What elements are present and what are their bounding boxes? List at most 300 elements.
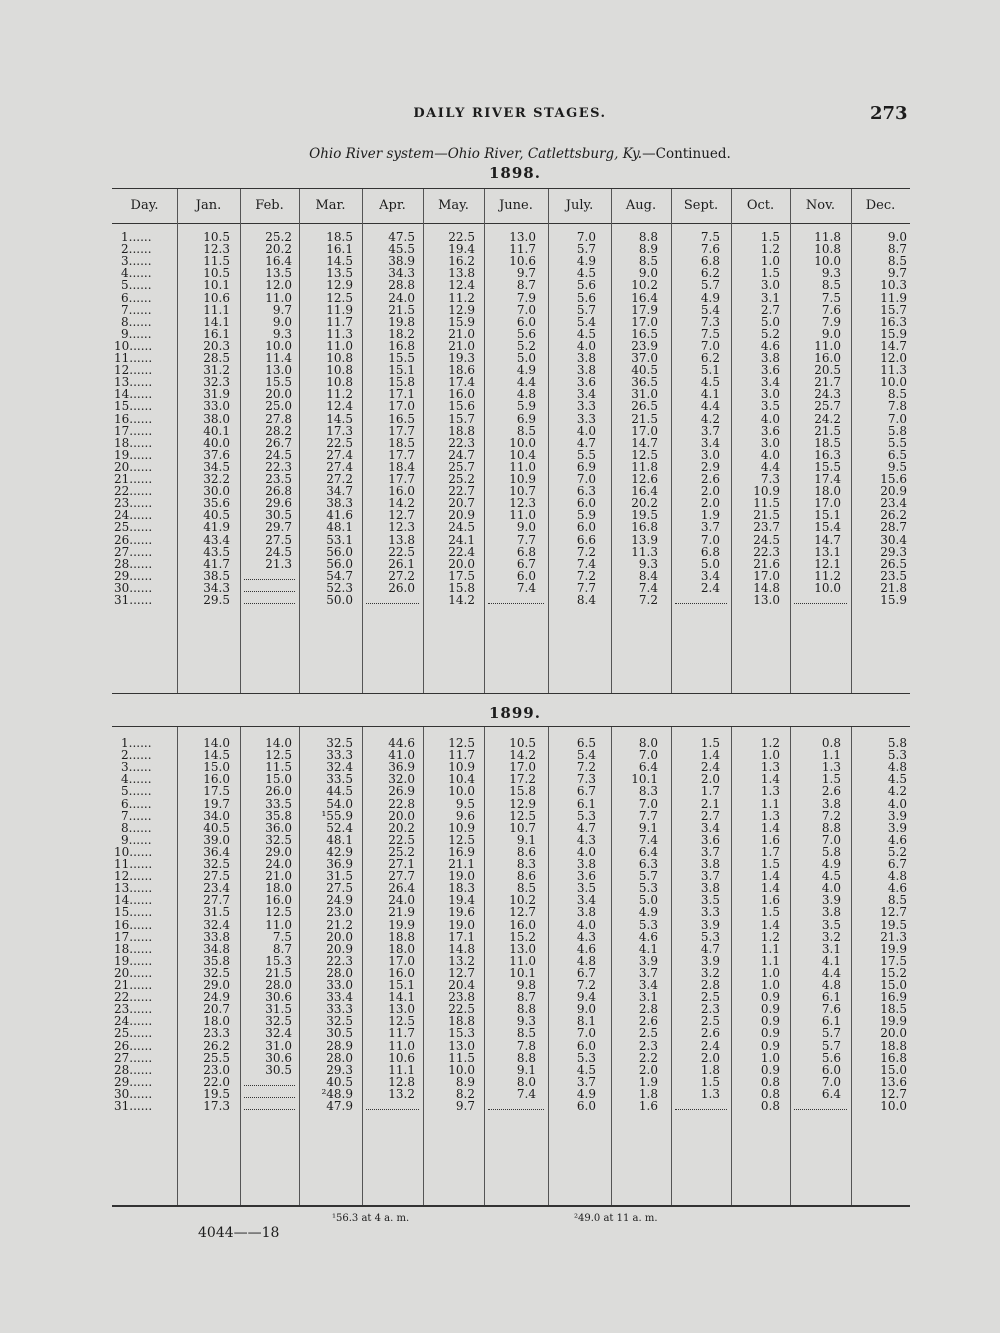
stage-value: 6.9 xyxy=(576,459,596,474)
stage-value: 34.5 xyxy=(203,459,230,474)
stage-value: 8.8 xyxy=(638,230,658,244)
stage-value: 4.7 xyxy=(700,941,720,956)
stage-value: 13.8 xyxy=(448,266,475,281)
stage-value: 12.7 xyxy=(509,905,536,920)
stage-value: 11.8 xyxy=(814,230,841,244)
stage-value: 3.4 xyxy=(760,375,780,390)
stage-value: 2.0 xyxy=(638,1062,658,1077)
day-label: 5...... xyxy=(121,278,152,293)
stage-value: 6.6 xyxy=(576,532,596,547)
day-label: 2...... xyxy=(121,242,152,257)
day-label: 27...... xyxy=(114,1050,153,1065)
stage-value: 4.5 xyxy=(576,266,596,281)
stage-value: 1.5 xyxy=(760,230,780,244)
stage-value: 7.0 xyxy=(700,532,720,547)
day-label: 16...... xyxy=(114,411,153,426)
section-1898-end-rule xyxy=(112,693,910,694)
stage-value: 21.2 xyxy=(326,917,353,932)
stage-value: 30.6 xyxy=(265,990,292,1005)
stage-value: 1.9 xyxy=(638,1074,658,1089)
column-header: Nov. xyxy=(805,198,836,213)
stage-value: 9.3 xyxy=(516,1014,536,1029)
stage-value: 2.3 xyxy=(638,1038,658,1053)
stage-value: 25.7 xyxy=(814,399,841,414)
stage-value: 10.9 xyxy=(509,472,536,486)
stage-value: 2.4 xyxy=(700,580,720,595)
stage-value: 2.6 xyxy=(821,784,841,799)
stage-value: 3.4 xyxy=(576,387,596,402)
stage-value: 3.1 xyxy=(638,990,658,1005)
stage-value: 20.0 xyxy=(448,556,475,571)
stage-value: 7.0 xyxy=(576,472,596,486)
stage-value: 7.0 xyxy=(638,796,658,811)
stage-value: 15.0 xyxy=(265,772,292,787)
stage-value: 8.5 xyxy=(516,1026,536,1041)
stage-value: 8.9 xyxy=(455,1074,475,1089)
stage-value: 0.8 xyxy=(821,736,841,750)
stage-value: 4.1 xyxy=(821,953,841,968)
stage-value: 6.8 xyxy=(700,254,720,269)
stage-value: 32.3 xyxy=(203,375,230,390)
stage-value: 27.2 xyxy=(326,472,353,486)
stage-value: 32.5 xyxy=(326,1014,353,1029)
stage-value: 6.0 xyxy=(516,568,536,583)
day-label: 16...... xyxy=(114,917,153,932)
stage-value: 5.7 xyxy=(576,302,596,317)
stage-value: ¹55.9 xyxy=(321,808,353,823)
stage-value: 4.4 xyxy=(821,965,841,980)
stage-value: 26.2 xyxy=(880,508,907,523)
stage-value: 16.4 xyxy=(631,290,658,305)
stage-value: 10.9 xyxy=(448,760,475,775)
stage-value: 22.3 xyxy=(265,459,292,474)
stage-value: 1.5 xyxy=(760,266,780,281)
stage-value: 26.5 xyxy=(631,399,658,414)
day-label: 29...... xyxy=(114,568,153,583)
stage-value: 22.7 xyxy=(448,484,475,499)
stage-value: 20.5 xyxy=(814,363,841,378)
stage-value: 12.5 xyxy=(631,447,658,462)
stage-value: 3.6 xyxy=(760,423,780,438)
stage-value: 16.1 xyxy=(203,326,230,341)
day-label: 4...... xyxy=(121,266,152,281)
stage-value: 8.0 xyxy=(516,1074,536,1089)
stage-value: 3.0 xyxy=(760,278,780,293)
stage-value: 4.8 xyxy=(576,953,596,968)
stage-value: 6.7 xyxy=(576,965,596,980)
stage-value: 21.5 xyxy=(265,965,292,980)
stage-value: 28.9 xyxy=(326,1038,353,1053)
stage-value: 11.2 xyxy=(448,290,475,305)
day-label: 9...... xyxy=(121,832,152,847)
footnote-1: ¹56.3 at 4 a. m. xyxy=(332,1213,410,1224)
stage-value: 7.4 xyxy=(638,580,658,595)
stage-value: 10.0 xyxy=(448,1062,475,1077)
stage-value: 56.0 xyxy=(326,544,353,559)
stage-value: 10.1 xyxy=(509,965,536,980)
stage-value: 2.6 xyxy=(638,1014,658,1029)
day-label: 23...... xyxy=(114,496,153,511)
stage-value: ²48.9 xyxy=(321,1086,353,1101)
stage-value: 21.3 xyxy=(880,929,907,944)
stage-value: 15.5 xyxy=(814,459,841,474)
stage-value: 2.0 xyxy=(700,772,720,787)
stage-value: 8.7 xyxy=(516,278,536,293)
stage-value: 32.5 xyxy=(326,736,353,750)
stage-value: 23.3 xyxy=(203,1026,230,1041)
stage-value: 1.8 xyxy=(638,1086,658,1101)
stage-value: 16.0 xyxy=(388,484,415,499)
stage-value: 12.0 xyxy=(265,278,292,293)
stage-value: 19.5 xyxy=(203,1086,230,1101)
stage-value: 1.3 xyxy=(760,760,780,775)
stage-value: 3.3 xyxy=(576,411,596,426)
stage-value: 8.6 xyxy=(516,869,536,884)
stage-value: 10.2 xyxy=(631,278,658,293)
day-label: 20...... xyxy=(114,459,153,474)
stage-value: 7.4 xyxy=(576,556,596,571)
stage-value: 24.5 xyxy=(448,520,475,535)
day-label: 28...... xyxy=(114,1062,153,1077)
stage-value: 23.9 xyxy=(631,338,658,353)
stage-value: 0.8 xyxy=(760,1099,780,1113)
stage-value: 17.4 xyxy=(814,472,841,486)
stage-value: 11.0 xyxy=(265,290,292,305)
stage-value: 15.0 xyxy=(880,978,907,992)
stage-value: 3.0 xyxy=(760,387,780,402)
stage-value: 13.0 xyxy=(265,363,292,378)
stage-value: 4.0 xyxy=(576,917,596,932)
stage-value: 7.9 xyxy=(516,290,536,305)
stage-value: 28.2 xyxy=(265,423,292,438)
stage-value: 10.6 xyxy=(203,290,230,305)
stage-value: 1.0 xyxy=(760,1050,780,1065)
stage-value: 4.0 xyxy=(760,447,780,462)
column-header: May. xyxy=(438,198,469,213)
stage-value: 5.8 xyxy=(821,844,841,859)
stage-value: 3.8 xyxy=(700,881,720,896)
stage-value: 38.9 xyxy=(388,254,415,269)
stage-value: 30.5 xyxy=(326,1026,353,1041)
stage-value: 19.5 xyxy=(631,508,658,523)
stage-value: 32.4 xyxy=(203,917,230,932)
stage-value: 15.7 xyxy=(880,302,907,317)
stage-value: 3.9 xyxy=(638,953,658,968)
stage-value: 8.1 xyxy=(576,1014,596,1029)
stage-value: 52.3 xyxy=(326,580,353,595)
stage-value: 3.6 xyxy=(576,869,596,884)
stage-value: 0.9 xyxy=(760,1002,780,1017)
stage-value: 4.0 xyxy=(821,881,841,896)
stage-value: 12.7 xyxy=(880,1086,907,1101)
day-label: 21...... xyxy=(114,978,153,992)
stage-value: 16.0 xyxy=(265,893,292,908)
stage-value: 13.0 xyxy=(448,1038,475,1053)
stage-value: 22.3 xyxy=(326,953,353,968)
stage-value: 5.2 xyxy=(760,326,780,341)
stage-value: 17.0 xyxy=(631,314,658,329)
stage-value: 7.3 xyxy=(700,314,720,329)
day-label: 31...... xyxy=(114,593,153,607)
stage-value: 18.0 xyxy=(203,1014,230,1029)
empty-cell-leader xyxy=(366,1100,419,1110)
stage-value: 4.5 xyxy=(700,375,720,390)
stage-value: 10.0 xyxy=(448,784,475,799)
stage-value: 27.2 xyxy=(388,568,415,583)
day-label: 17...... xyxy=(114,423,153,438)
stage-value: 8.5 xyxy=(516,423,536,438)
stage-value: 41.7 xyxy=(203,556,230,571)
stage-value: 9.0 xyxy=(638,266,658,281)
stage-value: 9.1 xyxy=(638,820,658,835)
stage-value: 8.8 xyxy=(516,1050,536,1065)
stage-value: 20.0 xyxy=(388,808,415,823)
stage-value: 26.2 xyxy=(203,1038,230,1053)
stage-value: 4.6 xyxy=(887,832,907,847)
stage-value: 34.0 xyxy=(203,808,230,823)
stage-value: 15.2 xyxy=(880,965,907,980)
column-header: Feb. xyxy=(255,198,284,213)
stage-value: 5.7 xyxy=(821,1038,841,1053)
stage-value: 31.5 xyxy=(265,1002,292,1017)
stage-value: 43.4 xyxy=(203,532,230,547)
stage-value: 7.0 xyxy=(887,411,907,426)
year-label-1898: 1898. xyxy=(489,164,541,182)
stage-value: 5.7 xyxy=(638,869,658,884)
stage-value: 24.5 xyxy=(753,532,780,547)
stage-value: 30.5 xyxy=(265,1062,292,1077)
stage-value: 5.0 xyxy=(700,556,720,571)
stage-value: 29.0 xyxy=(265,844,292,859)
stage-value: 7.6 xyxy=(821,1002,841,1017)
stage-value: 24.3 xyxy=(814,387,841,402)
empty-cell-leader xyxy=(366,594,419,604)
stage-value: 20.7 xyxy=(203,1002,230,1017)
stage-value: 6.5 xyxy=(576,736,596,750)
stage-value: 42.9 xyxy=(326,844,353,859)
stage-value: 2.1 xyxy=(700,796,720,811)
stage-value: 17.5 xyxy=(448,568,475,583)
stage-value: 33.0 xyxy=(326,978,353,992)
stage-value: 32.5 xyxy=(265,832,292,847)
stage-value: 5.3 xyxy=(576,1050,596,1065)
stage-value: 15.1 xyxy=(388,978,415,992)
stage-value: 7.7 xyxy=(516,532,536,547)
stage-value: 11.3 xyxy=(326,326,353,341)
stage-value: 6.1 xyxy=(821,990,841,1005)
stage-value: 56.0 xyxy=(326,556,353,571)
stage-value: 5.0 xyxy=(760,314,780,329)
day-label: 26...... xyxy=(114,1038,153,1053)
stage-value: 1.5 xyxy=(760,905,780,920)
stage-value: 11.5 xyxy=(265,760,292,775)
stage-value: 7.4 xyxy=(638,832,658,847)
day-label: 25...... xyxy=(114,1026,153,1041)
day-label: 8...... xyxy=(121,820,152,835)
stage-value: 1.2 xyxy=(760,929,780,944)
stage-value: 10.0 xyxy=(814,254,841,269)
stage-value: 6.2 xyxy=(700,351,720,365)
stage-value: 40.5 xyxy=(631,363,658,378)
stage-value: 6.5 xyxy=(887,447,907,462)
stage-value: 25.2 xyxy=(388,844,415,859)
day-label: 12...... xyxy=(114,363,153,378)
stage-value: 1.3 xyxy=(821,760,841,775)
stage-value: 8.5 xyxy=(887,387,907,402)
day-label: 6...... xyxy=(121,796,152,811)
stage-value: 32.5 xyxy=(203,965,230,980)
day-label: 15...... xyxy=(114,399,153,414)
stage-value: 6.0 xyxy=(821,1062,841,1077)
stage-value: 24.0 xyxy=(388,893,415,908)
stage-value: 9.0 xyxy=(576,1002,596,1017)
stage-value: 16.8 xyxy=(880,1050,907,1065)
stage-value: 3.4 xyxy=(700,820,720,835)
stage-value: 12.6 xyxy=(631,472,658,486)
stage-value: 11.1 xyxy=(203,302,230,317)
stage-value: 30.4 xyxy=(880,532,907,547)
stage-value: 6.7 xyxy=(576,784,596,799)
stage-value: 21.5 xyxy=(388,302,415,317)
stage-value: 0.8 xyxy=(760,1086,780,1101)
stage-value: 14.1 xyxy=(388,990,415,1005)
stage-value: 10.0 xyxy=(880,375,907,390)
stage-value: 3.1 xyxy=(821,941,841,956)
day-label: 17...... xyxy=(114,929,153,944)
stage-value: 17.7 xyxy=(388,472,415,486)
stage-value: 4.3 xyxy=(576,929,596,944)
stage-value: 17.1 xyxy=(388,387,415,402)
stage-value: 7.5 xyxy=(821,290,841,305)
stage-value: 11.2 xyxy=(326,387,353,402)
stage-value: 4.9 xyxy=(821,857,841,871)
stage-value: 33.5 xyxy=(265,796,292,811)
stage-value: 4.0 xyxy=(576,338,596,353)
stage-value: 3.0 xyxy=(700,447,720,462)
stage-value: 8.5 xyxy=(887,893,907,908)
stage-value: 14.0 xyxy=(265,736,292,750)
stage-value: 8.0 xyxy=(638,736,658,750)
empty-cell-leader xyxy=(675,1100,727,1110)
stage-value: 41.0 xyxy=(388,748,415,763)
day-label: 10...... xyxy=(114,338,153,353)
stage-value: 4.9 xyxy=(700,290,720,305)
day-label: 8...... xyxy=(121,314,152,329)
stage-value: 48.1 xyxy=(326,520,353,535)
stage-value: 4.2 xyxy=(700,411,720,426)
day-label: 4...... xyxy=(121,772,152,787)
stage-value: 8.7 xyxy=(887,242,907,257)
stage-value: 4.5 xyxy=(576,326,596,341)
stage-value: 17.7 xyxy=(388,447,415,462)
stage-value: 6.8 xyxy=(516,544,536,559)
stage-value: 9.1 xyxy=(516,1062,536,1077)
stage-value: 9.8 xyxy=(516,978,536,992)
stage-value: 0.9 xyxy=(760,1014,780,1029)
stage-value: 52.4 xyxy=(326,820,353,835)
stage-value: 54.7 xyxy=(326,568,353,583)
stage-value: 23.0 xyxy=(326,905,353,920)
day-label: 11...... xyxy=(114,857,153,871)
stage-value: 40.5 xyxy=(203,508,230,523)
stage-value: 23.4 xyxy=(203,881,230,896)
stage-value: 21.5 xyxy=(631,411,658,426)
stage-value: 5.8 xyxy=(887,736,907,750)
stage-value: 29.0 xyxy=(203,978,230,992)
stage-value: 26.9 xyxy=(388,784,415,799)
stage-value: 9.7 xyxy=(272,302,292,317)
stage-value: 3.1 xyxy=(760,290,780,305)
stage-value: 12.9 xyxy=(509,796,536,811)
stage-value: 13.0 xyxy=(509,230,536,244)
stage-value: 5.7 xyxy=(821,1026,841,1041)
stage-value: 23.5 xyxy=(880,568,907,583)
stage-value: 15.6 xyxy=(448,399,475,414)
stage-value: 10.7 xyxy=(509,484,536,499)
stage-value: 4.4 xyxy=(760,459,780,474)
stage-value: 14.5 xyxy=(326,254,353,269)
stage-value: 33.0 xyxy=(203,399,230,414)
stage-value: 28.7 xyxy=(880,520,907,535)
stage-value: 6.3 xyxy=(638,857,658,871)
stage-value: 22.5 xyxy=(448,1002,475,1017)
column-header: Aug. xyxy=(625,198,657,213)
stage-value: 4.5 xyxy=(821,869,841,884)
stage-value: 16.8 xyxy=(631,520,658,535)
stage-value: 5.2 xyxy=(887,844,907,859)
stage-value: 26.8 xyxy=(265,484,292,499)
stage-value: 1.5 xyxy=(700,1074,720,1089)
stage-value: 17.4 xyxy=(448,375,475,390)
stage-value: 14.7 xyxy=(880,338,907,353)
stage-value: 2.0 xyxy=(700,496,720,511)
stage-value: 13.5 xyxy=(265,266,292,281)
stage-value: 4.0 xyxy=(576,423,596,438)
stage-value: 36.5 xyxy=(631,375,658,390)
empty-cell-leader xyxy=(244,570,295,580)
stage-value: 5.5 xyxy=(576,447,596,462)
stage-value: 13.2 xyxy=(388,1086,415,1101)
stage-value: 9.7 xyxy=(887,266,907,281)
stage-value: 26.0 xyxy=(388,580,415,595)
stage-value: 7.0 xyxy=(700,338,720,353)
stage-value: 9.7 xyxy=(455,1099,475,1113)
stage-value: 18.5 xyxy=(814,435,841,450)
stage-value: 2.7 xyxy=(760,302,780,317)
stage-value: 21.0 xyxy=(448,326,475,341)
stage-value: 24.1 xyxy=(448,532,475,547)
stage-value: 15.1 xyxy=(814,508,841,523)
stage-value: 6.7 xyxy=(516,556,536,571)
stage-value: 21.0 xyxy=(448,338,475,353)
empty-cell-leader xyxy=(244,1100,295,1110)
stage-value: 26.1 xyxy=(388,556,415,571)
stage-value: 28.5 xyxy=(203,351,230,365)
stage-value: 4.4 xyxy=(516,375,536,390)
stage-value: 2.5 xyxy=(700,1014,720,1029)
stage-value: 10.5 xyxy=(203,266,230,281)
stage-value: 4.9 xyxy=(516,363,536,378)
stage-value: 4.0 xyxy=(760,411,780,426)
empty-cell-leader xyxy=(244,1076,295,1086)
stage-value: 7.0 xyxy=(821,832,841,847)
stage-value: 3.0 xyxy=(760,435,780,450)
stage-value: 19.0 xyxy=(448,869,475,884)
stage-value: 19.7 xyxy=(203,796,230,811)
stage-value: 13.0 xyxy=(388,1002,415,1017)
stage-value: 32.0 xyxy=(388,772,415,787)
table-subtitle xyxy=(200,146,840,162)
